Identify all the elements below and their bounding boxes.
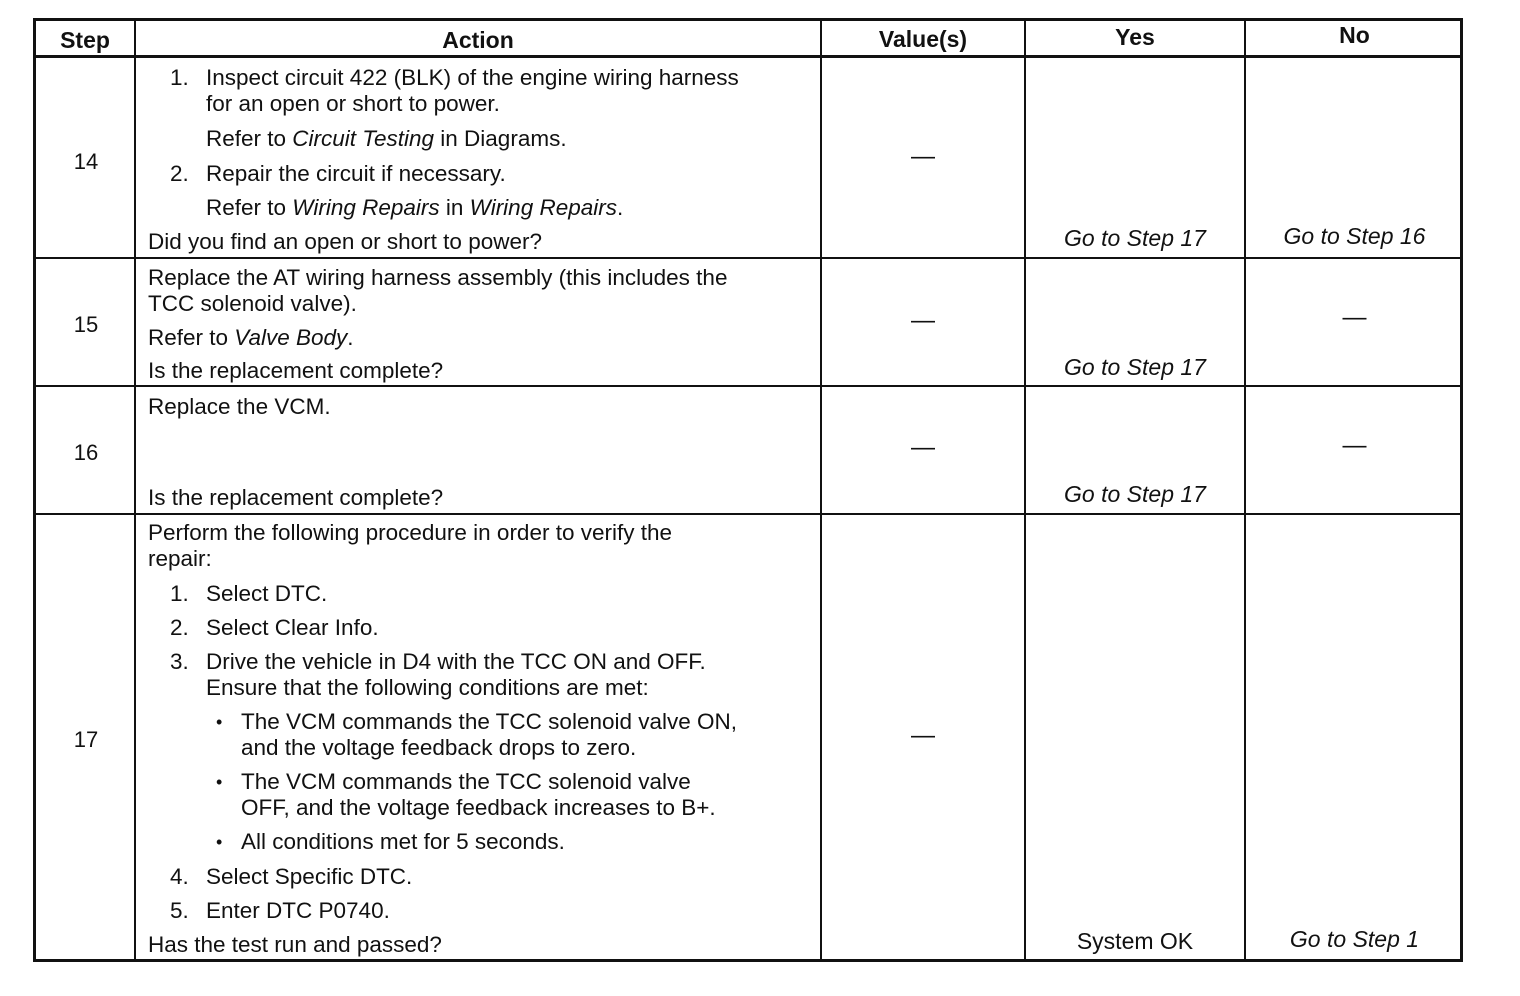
row-divider xyxy=(36,257,1460,259)
step-number: 14 xyxy=(73,149,99,174)
item-number: 2. xyxy=(170,161,189,186)
bullet-text: The VCM commands the TCC solenoid valve xyxy=(241,769,691,794)
item-number: 4. xyxy=(170,864,189,889)
reference-text: Refer to Circuit Testing in Diagrams. xyxy=(206,126,567,151)
no-answer: Go to Step 16 xyxy=(1283,223,1426,249)
header-action: Action xyxy=(442,27,514,53)
bullet-text: The VCM commands the TCC solenoid valve ON, xyxy=(241,709,738,734)
bullet-text: All conditions met for 5 seconds. xyxy=(241,829,565,854)
yes-answer: System OK xyxy=(1076,928,1194,954)
action-text: Select DTC. xyxy=(206,581,328,606)
question-text: Is the replacement complete? xyxy=(148,358,444,383)
step-number: 16 xyxy=(73,440,99,465)
yes-answer: Go to Step 17 xyxy=(1064,481,1206,507)
header-divider xyxy=(36,55,1460,58)
yes-answer: Go to Step 17 xyxy=(1064,225,1206,251)
action-text: Replace the VCM. xyxy=(148,394,331,419)
bullet: • xyxy=(216,772,223,792)
no-answer: — xyxy=(1342,304,1367,331)
bullet-text: and the voltage feedback drops to zero. xyxy=(241,735,637,760)
action-text: Repair the circuit if necessary. xyxy=(206,161,506,186)
action-text: Perform the following procedure in order to verify the xyxy=(148,520,673,545)
header-step: Step xyxy=(60,27,110,53)
question-text: Did you find an open or short to power? xyxy=(148,229,542,254)
action-text: Enter DTC P0740. xyxy=(206,898,390,923)
item-number: 1. xyxy=(170,65,189,90)
reference-text: Refer to Wiring Repairs in Wiring Repairs. xyxy=(206,195,624,220)
step-number: 15 xyxy=(73,312,99,337)
action-text: Inspect circuit 422 (BLK) of the engine wiring harness xyxy=(206,65,739,90)
value-cell: — xyxy=(911,722,935,749)
value-cell: — xyxy=(911,143,935,170)
action-text: Select Clear Info. xyxy=(206,615,379,640)
value-cell: — xyxy=(911,307,935,334)
yes-answer: Go to Step 17 xyxy=(1064,354,1206,380)
action-text: Replace the AT wiring harness assembly (this includes the xyxy=(148,265,728,290)
column-divider xyxy=(1244,21,1246,959)
step-number: 17 xyxy=(73,727,99,752)
no-answer: Go to Step 1 xyxy=(1289,926,1420,952)
action-text: TCC solenoid valve). xyxy=(148,291,357,316)
action-text: Select Specific DTC. xyxy=(206,864,413,889)
item-number: 3. xyxy=(170,649,189,674)
header-values: Value(s) xyxy=(878,26,968,52)
row-divider xyxy=(36,513,1460,515)
action-text: repair: xyxy=(148,546,212,571)
action-text: Drive the vehicle in D4 with the TCC ON and OFF. xyxy=(206,649,706,674)
bullet: • xyxy=(216,712,223,732)
item-number: 5. xyxy=(170,898,189,923)
item-number: 1. xyxy=(170,581,189,606)
bullet: • xyxy=(216,832,223,852)
action-text: Ensure that the following conditions are met: xyxy=(206,675,649,700)
no-answer: — xyxy=(1342,432,1367,459)
question-text: Is the replacement complete? xyxy=(148,485,444,510)
diagnostic-table xyxy=(33,18,1463,962)
header-yes: Yes xyxy=(1115,24,1155,50)
reference-text: Refer to Valve Body. xyxy=(148,325,354,350)
header-no: No xyxy=(1339,22,1370,48)
value-cell: — xyxy=(911,434,935,461)
question-text: Has the test run and passed? xyxy=(148,932,442,957)
bullet-text: OFF, and the voltage feedback increases to B+. xyxy=(241,795,716,820)
row-divider xyxy=(36,385,1460,387)
item-number: 2. xyxy=(170,615,189,640)
action-text: for an open or short to power. xyxy=(206,91,500,116)
